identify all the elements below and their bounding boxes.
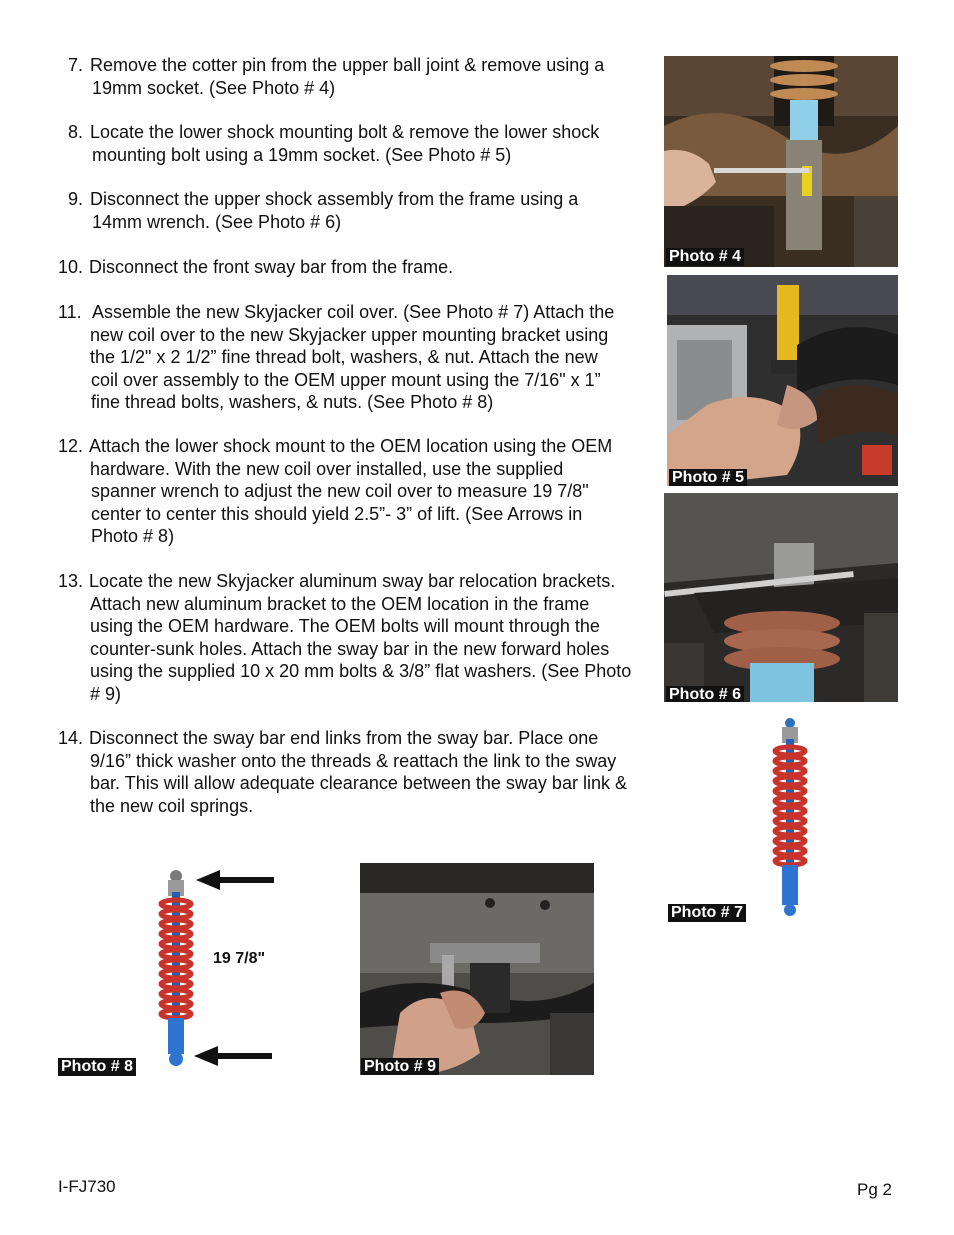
page-number: Pg 2 xyxy=(857,1180,892,1199)
arrow-left-icon xyxy=(194,1046,274,1066)
photo-9-image xyxy=(360,863,594,1075)
photo-5-caption: Photo # 5 xyxy=(669,469,747,486)
step-7: 7. Remove the cotter pin from the upper ball joint & remove using a 19mm socket. (See Photo # 4) xyxy=(68,55,605,98)
photo-9 xyxy=(360,863,594,1075)
step-12: 12. Attach the lower shock mount to the OEM location using the OEM hardware. With the new coil over installed, use the supplied spanner wrench to adjust the new coil over to measure 19 7/8" center to center this should yield 2.5”- 3” of lift. (See Arrows in Photo # 8) xyxy=(58,436,613,546)
photo-7-image xyxy=(760,715,820,920)
photo-6-image xyxy=(664,493,898,702)
photo-8 xyxy=(150,866,200,1071)
photo-9-caption: Photo # 9 xyxy=(361,1058,439,1075)
step-11: 11. Assemble the new Skyjacker coil over. (See Photo # 7) Attach the new coil over to the new Skyjacker upper mounting bracket using the 1/2" x 2 1/2” fine thread bolt, washers, & nut. Attach the new coil over assembly to the OEM upper mount using the 7/16" x 1” fine thread bolts, washers, & nuts. (See Photo # 8) xyxy=(58,302,615,412)
step-13: 13. Locate the new Skyjacker aluminum sway bar relocation brackets. Attach new aluminum bracket to the OEM location in the frame using the OEM hardware. The OEM bolts will mount through the counter-sunk holes. Attach the sway bar in the new forward holes using the supplied 10 x 20 mm bolts & 3/8” flat washers. (See Photo # 9) xyxy=(58,571,632,704)
step-9: 9. Disconnect the upper shock assembly from the frame using a 14mm wrench. (See Photo # 6) xyxy=(68,189,579,232)
photo-4 xyxy=(664,56,898,267)
step-8: 8. Locate the lower shock mounting bolt & remove the lower shock mounting bolt using a 19mm socket. (See Photo # 5) xyxy=(68,122,600,165)
photo-7-caption: Photo # 7 xyxy=(668,904,746,922)
photo-7 xyxy=(760,715,820,920)
photo-6 xyxy=(664,493,898,702)
photo-6-caption: Photo # 6 xyxy=(666,686,744,702)
step-14: 14. Disconnect the sway bar end links from the sway bar. Place one 9/16” thick washer onto the threads & reattach the link to the sway bar. This will allow adequate clearance between the sway bar link & the new coil springs. xyxy=(58,728,627,816)
photo-4-caption: Photo # 4 xyxy=(666,248,744,266)
photo-5 xyxy=(667,275,898,486)
photo-4-image xyxy=(664,56,898,267)
photo-5-image xyxy=(667,275,898,486)
arrow-left-icon xyxy=(196,870,276,890)
photo-8-image xyxy=(150,866,200,1071)
document-id: I-FJ730 xyxy=(58,1177,116,1196)
step-10: 10. Disconnect the front sway bar from the frame. xyxy=(58,257,454,277)
photo-8-caption: Photo # 8 xyxy=(58,1058,136,1076)
measurement-label: 19 7/8" xyxy=(213,950,266,967)
